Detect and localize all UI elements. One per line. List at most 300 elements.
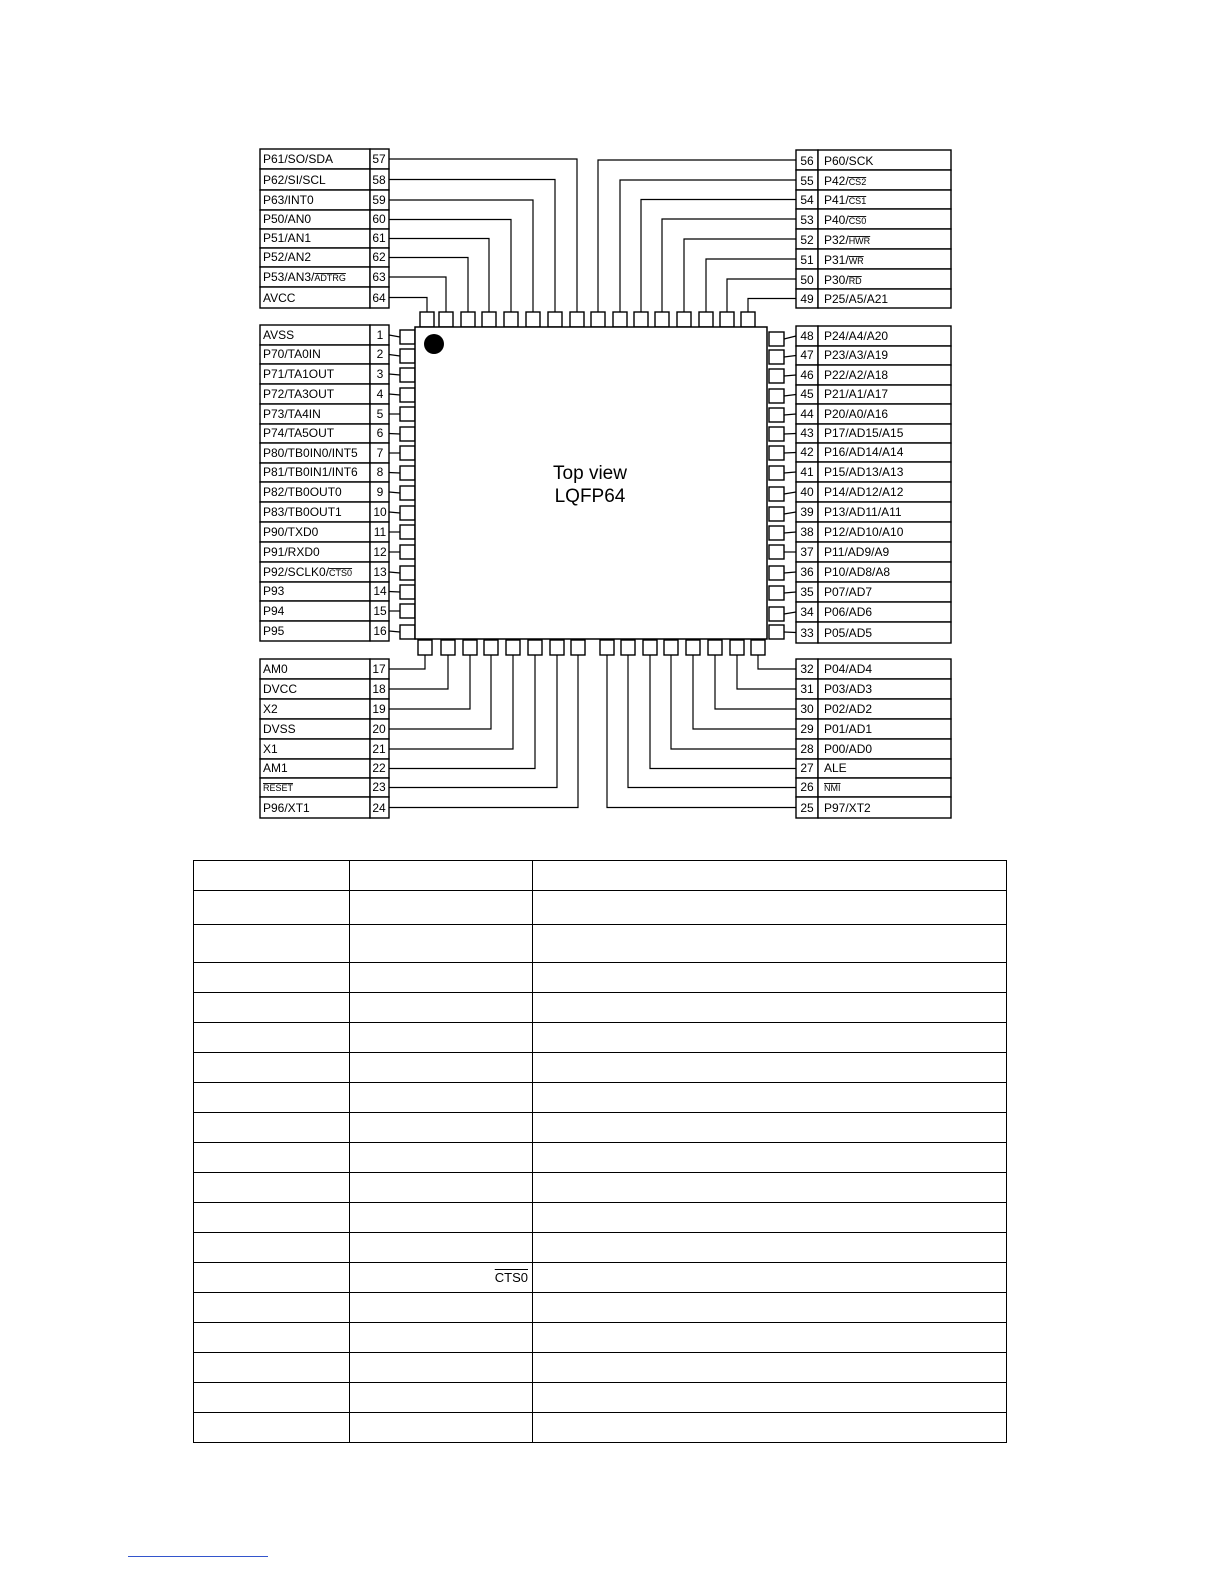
- table-cell: [533, 1293, 1007, 1323]
- pin-number: 58: [372, 173, 386, 187]
- chip-title: Top view: [553, 463, 627, 484]
- pin-label: [824, 292, 888, 306]
- pin-label-text: P71/TA1OUT: [263, 367, 335, 381]
- pin-wire: [389, 239, 489, 313]
- pin-number: 46: [800, 368, 814, 382]
- table-cell: [194, 1203, 350, 1233]
- pin-wire: [784, 414, 796, 415]
- pin-wire: [784, 434, 796, 435]
- pin-pad: [769, 625, 784, 639]
- pin-number: 60: [372, 212, 386, 226]
- pin-number: 12: [373, 545, 387, 559]
- pin-number: 26: [800, 780, 814, 794]
- pin-label: [263, 761, 288, 775]
- table-cell: [533, 1143, 1007, 1173]
- pin-label: [824, 329, 888, 343]
- pin-label: [824, 545, 889, 559]
- pin-label: [263, 584, 285, 598]
- pin-wire: [389, 572, 400, 573]
- pin-pad: [741, 312, 755, 327]
- pin-label-text: P22/A2/A18: [824, 368, 889, 382]
- pin-pad: [708, 640, 722, 655]
- pin-label: [263, 291, 296, 305]
- pin-number: 49: [800, 292, 814, 306]
- pin-label: [824, 662, 872, 676]
- table-cell: [194, 1083, 350, 1113]
- pin-label-text: P21/A1/A17: [824, 387, 889, 401]
- pin-wire: [684, 239, 796, 312]
- table-cell: [350, 1233, 533, 1263]
- table-cell: [533, 1203, 1007, 1233]
- pin-wire: [784, 453, 796, 454]
- pin-label-text: P70/TA0IN: [263, 347, 321, 361]
- pin-number: 4: [376, 387, 384, 401]
- pin-wire: [737, 654, 796, 689]
- pin-label: [263, 801, 310, 815]
- table-row: [194, 1263, 1007, 1293]
- pin-number: 9: [376, 485, 384, 499]
- pin-label: [263, 270, 346, 284]
- pin-label: [263, 152, 333, 166]
- pin-label-text: P13/AD11/A11: [824, 505, 902, 519]
- pin-label-text: P97/XT2: [824, 801, 871, 815]
- pin-label-text: P32/: [824, 233, 849, 247]
- pin-pad: [621, 640, 635, 655]
- pin-label-text: P20/A0/A16: [824, 407, 889, 421]
- pin-wire: [784, 512, 796, 514]
- pin-number: 63: [372, 270, 386, 284]
- table-row: [194, 1233, 1007, 1263]
- pin-pad: [769, 566, 784, 580]
- pin-label: [824, 505, 902, 519]
- pin-label-text: P95: [263, 624, 285, 638]
- pin-number: 40: [800, 485, 814, 499]
- pin-number: 14: [373, 584, 387, 598]
- pin-wire: [389, 654, 425, 669]
- pin-number: 54: [800, 193, 814, 207]
- pin-pad: [441, 640, 455, 655]
- pin-label-text: P50/AN0: [263, 212, 312, 226]
- pin-wire: [671, 654, 796, 749]
- pin-pad: [591, 312, 605, 327]
- pin-pad: [769, 408, 784, 422]
- pin-label-text: P15/AD13/A13: [824, 465, 904, 479]
- pin-wire: [784, 592, 796, 593]
- pin-wire: [389, 592, 400, 593]
- pin-wire: [784, 472, 796, 473]
- pin-label-text: AVCC: [263, 291, 296, 305]
- pin-pad: [482, 312, 496, 327]
- pin-number: 16: [373, 624, 387, 638]
- pin-label: [824, 682, 872, 696]
- pin-label-text: P82/TB0OUT0: [263, 485, 342, 499]
- pin-number: 62: [372, 250, 386, 264]
- pin-wire: [389, 492, 400, 493]
- pin-wire: [389, 473, 400, 474]
- pin-pad: [400, 349, 415, 363]
- pin-wire: [784, 356, 796, 358]
- table-row: [194, 1293, 1007, 1323]
- pin-label-text: P11/AD9/A9: [824, 545, 890, 559]
- pin-pad: [613, 312, 627, 327]
- table-cell: [194, 861, 350, 891]
- pin-label-text: P06/AD6: [824, 605, 873, 619]
- pin-label-text: P90/TXD0: [263, 525, 319, 539]
- table-cell: [350, 861, 533, 891]
- table-cell: [533, 1023, 1007, 1053]
- pin-number: 33: [800, 626, 814, 640]
- pin-wire: [706, 259, 796, 312]
- pin-pad: [769, 369, 784, 383]
- pin-number: 56: [800, 154, 814, 168]
- pin-pad: [769, 507, 784, 521]
- pin-label: [824, 213, 866, 227]
- pin-wire: [784, 612, 796, 614]
- pin-label: [263, 682, 297, 696]
- pin-label-text: P91/RXD0: [263, 545, 320, 559]
- pin-label-text: P61/SO/SDA: [263, 152, 334, 166]
- pin-label: [263, 231, 311, 245]
- pin-pad: [769, 427, 784, 441]
- pin-label: [824, 426, 904, 440]
- pin-label-text: AM0: [263, 662, 288, 676]
- table-cell: [194, 1353, 350, 1383]
- pin-label: [263, 545, 320, 559]
- pin-wire: [784, 532, 796, 533]
- pin-wire: [693, 654, 796, 729]
- pin-pad: [400, 604, 415, 618]
- pin-pad: [400, 545, 415, 559]
- table-cell: [194, 1023, 350, 1053]
- pin-label: [824, 742, 872, 756]
- pin-wire: [389, 335, 400, 337]
- pin-wire: [389, 258, 468, 313]
- table-cell: [350, 891, 533, 925]
- table-row: [194, 1083, 1007, 1113]
- table-cell: [533, 1383, 1007, 1413]
- pin-label: [824, 174, 866, 188]
- pin-wire: [748, 299, 796, 313]
- table-cell: [350, 1353, 533, 1383]
- pin-label: [824, 761, 847, 775]
- table-row: [194, 1173, 1007, 1203]
- pin-pad: [400, 466, 415, 480]
- pin-label: [263, 367, 335, 381]
- pin-wire: [715, 654, 796, 709]
- table-row: [194, 925, 1007, 963]
- pin1-marker: [424, 334, 444, 354]
- pin-label-text: P02/AD2: [824, 702, 873, 716]
- pin-label: [824, 485, 904, 499]
- table-cell: [533, 963, 1007, 993]
- pin-label-text: AVSS: [263, 328, 295, 342]
- pin-number: 17: [372, 662, 386, 676]
- pin-label-text: P16/AD14/A14: [824, 445, 904, 459]
- pin-wire: [784, 395, 796, 397]
- table-row: [194, 861, 1007, 891]
- pin-number: 28: [800, 742, 814, 756]
- pin-label: [824, 253, 864, 267]
- pin-pad: [461, 312, 475, 327]
- table-cell: [533, 925, 1007, 963]
- pin-label-text: P31/: [824, 253, 849, 267]
- pin-wire: [389, 654, 578, 808]
- pin-label-text: P12/AD10/A10: [824, 525, 904, 539]
- pin-wire: [389, 277, 446, 312]
- pin-pad: [634, 312, 648, 327]
- pin-label: [824, 465, 904, 479]
- pin-label: [824, 233, 871, 247]
- pin-pad: [400, 407, 415, 421]
- pin-pad: [769, 545, 784, 559]
- pin-number: 15: [373, 604, 387, 618]
- pin-number: 50: [800, 273, 814, 287]
- pin-number: 47: [800, 348, 814, 362]
- pin-label-text: P81/TB0IN1/INT6: [263, 465, 358, 479]
- pin-number: 31: [800, 682, 814, 696]
- table-cell: [350, 993, 533, 1023]
- pin-label: [263, 742, 278, 756]
- pin-wire: [784, 375, 796, 376]
- pin-label: [824, 565, 890, 579]
- pin-label: [263, 624, 285, 638]
- pin-pad: [400, 368, 415, 382]
- pin-pad: [699, 312, 713, 327]
- pin-pad: [769, 466, 784, 480]
- pin-pad: [769, 446, 784, 460]
- pin-label: [824, 387, 888, 401]
- table-cell: [350, 1293, 533, 1323]
- pin-number: 55: [800, 174, 814, 188]
- pin-wire: [389, 374, 400, 375]
- pin-pad: [548, 312, 562, 327]
- pin-label: [824, 722, 872, 736]
- pin-number: 61: [372, 231, 386, 245]
- pin-number: 10: [373, 505, 387, 519]
- table-cell: [350, 1323, 533, 1353]
- pin-pad: [439, 312, 453, 327]
- pin-number: 5: [376, 407, 384, 421]
- pin-number: 13: [373, 565, 387, 579]
- pin-pad: [526, 312, 540, 327]
- pin-pad: [528, 640, 542, 655]
- pin-label: [263, 347, 321, 361]
- pin-number: 59: [372, 193, 386, 207]
- pin-label: [263, 446, 358, 460]
- pin-label-text: P01/AD1: [824, 722, 873, 736]
- pin-label-text: P92/SCLK0/: [263, 565, 330, 579]
- pin-number: 37: [800, 545, 814, 559]
- pin-wire: [784, 336, 796, 339]
- pin-wire: [389, 220, 511, 313]
- table-cell: [350, 1053, 533, 1083]
- table-cell: [533, 861, 1007, 891]
- pin-number: 30: [800, 702, 814, 716]
- pin-wire: [389, 654, 448, 689]
- table-cell: [350, 1413, 533, 1443]
- chip-package: LQFP64: [554, 486, 626, 507]
- pin-number: 38: [800, 525, 814, 539]
- table-row: [194, 1113, 1007, 1143]
- pin-label: [263, 193, 314, 207]
- pin-label: [263, 505, 342, 519]
- pin-label-overbar: NMI: [824, 783, 841, 793]
- pin-label: [263, 426, 335, 440]
- pin-label-text: P04/AD4: [824, 662, 873, 676]
- footer-link[interactable]: [128, 1556, 268, 1557]
- table-cell: [194, 891, 350, 925]
- pin-label-text: P17/AD15/A15: [824, 426, 904, 440]
- pin-pad: [484, 640, 498, 655]
- pin-label-overbar: CS2: [848, 177, 867, 187]
- pin-number: 21: [372, 742, 386, 756]
- pin-label: [824, 702, 872, 716]
- pin-label: [263, 328, 294, 342]
- table-cell: [533, 1263, 1007, 1293]
- table-cell: [350, 1383, 533, 1413]
- pin-number: 6: [376, 426, 384, 440]
- table-cell: [350, 1203, 533, 1233]
- pin-label: [263, 465, 358, 479]
- pin-pad: [400, 566, 415, 580]
- pin-number: 23: [372, 780, 386, 794]
- pin-wire: [389, 512, 400, 513]
- pin-wire: [389, 654, 557, 788]
- pin-pad: [400, 585, 415, 599]
- pin-label-text: P14/AD12/A12: [824, 485, 904, 499]
- pin-pad: [571, 640, 585, 655]
- table-cell: [533, 993, 1007, 1023]
- pin-label: [824, 368, 888, 382]
- pin-label-text: P40/: [824, 213, 849, 227]
- pin-label-overbar: RD: [848, 276, 862, 286]
- table-cell: [350, 1023, 533, 1053]
- pin-pad: [720, 312, 734, 327]
- pin-number: 34: [800, 605, 814, 619]
- pin-wire: [389, 631, 400, 632]
- pin-pad: [655, 312, 669, 327]
- pin-label: [263, 525, 319, 539]
- table-cell: [350, 1083, 533, 1113]
- table-row: [194, 1053, 1007, 1083]
- pin-number: 18: [372, 682, 386, 696]
- pin-wire: [784, 632, 796, 633]
- pin-label-text: DVSS: [263, 722, 296, 736]
- pin-number: 27: [800, 761, 814, 775]
- table-cell: [194, 993, 350, 1023]
- pin-pad: [506, 640, 520, 655]
- pin-number: 2: [376, 347, 384, 361]
- pin-pad: [400, 625, 415, 639]
- pin-pad: [600, 640, 614, 655]
- table-cell: [194, 1383, 350, 1413]
- pin-number: 57: [372, 152, 386, 166]
- table-cell: [533, 891, 1007, 925]
- table-cell: [194, 1293, 350, 1323]
- table-cell: [533, 1113, 1007, 1143]
- pin-label-overbar: HWR: [848, 236, 871, 246]
- pin-number: 35: [800, 585, 814, 599]
- pin-pad: [769, 332, 784, 346]
- pin-wire: [389, 355, 400, 357]
- pin-wire: [628, 654, 796, 788]
- pin-wire: [650, 654, 796, 769]
- pin-label-text: X1: [263, 742, 278, 756]
- pin-label-text: P42/: [824, 174, 849, 188]
- pin-number: 11: [373, 525, 387, 539]
- pin-pad: [769, 526, 784, 540]
- table-cell: [194, 1323, 350, 1353]
- pin-pad: [400, 388, 415, 402]
- table-cell: [350, 1173, 533, 1203]
- pin-number: 24: [372, 801, 386, 815]
- pin-number: 3: [376, 367, 384, 381]
- pin-wire: [389, 654, 513, 749]
- pin-wire: [784, 572, 796, 573]
- table-row: [194, 1383, 1007, 1413]
- pin-pad: [400, 427, 415, 441]
- table-row: [194, 1203, 1007, 1233]
- pin-number: 1: [376, 328, 384, 342]
- pin-label-text: P80/TB0IN0/INT5: [263, 446, 358, 460]
- pin-label-text: P41/: [824, 193, 849, 207]
- table-cell: [350, 925, 533, 963]
- pin-number: 39: [800, 505, 814, 519]
- pin-pad: [769, 389, 784, 403]
- pin-wire: [389, 654, 470, 709]
- pin-label: [263, 387, 335, 401]
- pin-label: [263, 702, 278, 716]
- table-row: [194, 1143, 1007, 1173]
- pin-wire: [758, 654, 796, 669]
- pin-number: 48: [800, 329, 814, 343]
- pin-label-text: ALE: [824, 761, 847, 775]
- table-cell: [533, 1353, 1007, 1383]
- pin-label: [824, 273, 862, 287]
- pin-pad: [463, 640, 477, 655]
- pin-label: [263, 173, 326, 187]
- pin-number: 22: [372, 761, 386, 775]
- pin-number: 51: [800, 253, 814, 267]
- pin-label-text: P94: [263, 604, 285, 618]
- pin-number: 45: [800, 387, 814, 401]
- pin-pad: [769, 586, 784, 600]
- pin-pad: [664, 640, 678, 655]
- pin-label-text: P10/AD8/A8: [824, 565, 891, 579]
- table-row: [194, 963, 1007, 993]
- table-cell: [194, 1233, 350, 1263]
- table-cell: [533, 1173, 1007, 1203]
- pin-pad: [769, 350, 784, 364]
- table-row: [194, 1413, 1007, 1443]
- table-row: [194, 1023, 1007, 1053]
- pin-label: [824, 525, 904, 539]
- pin-label: [263, 250, 311, 264]
- pin-label-text: P24/A4/A20: [824, 329, 889, 343]
- table-cell: [194, 1173, 350, 1203]
- pin-label: [263, 783, 294, 793]
- table-cell: [533, 1413, 1007, 1443]
- pin-wire: [389, 159, 577, 312]
- pin-number: 7: [376, 446, 384, 460]
- table-cell: [350, 963, 533, 993]
- pin-label: [263, 485, 342, 499]
- pin-label: [263, 407, 321, 421]
- pin-label-text: P72/TA3OUT: [263, 387, 335, 401]
- table-cell: [533, 1323, 1007, 1353]
- pin-wire: [607, 654, 796, 808]
- pin-label-text: P30/: [824, 273, 849, 287]
